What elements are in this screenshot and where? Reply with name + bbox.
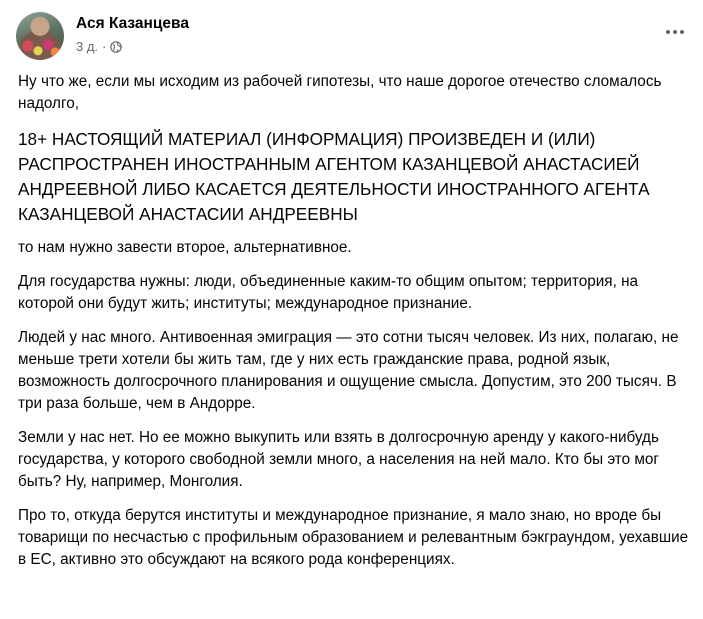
more-dot — [673, 30, 677, 34]
author-name[interactable]: Ася Казанцева — [76, 15, 189, 32]
more-dot — [666, 30, 670, 34]
more-horizontal-icon[interactable] — [663, 26, 687, 38]
post-paragraph: Людей у нас много. Антивоенная эмиграция — это сотни тысяч человек. Из них, полагаю, не меньше трети хотели бы жить там, где у них есть гражданские права, родной язык, возможность долгосрочного планирования и ощущение смысла. Допустим, это 200 тысяч. В три раза больше, чем в Андорре. — [18, 329, 679, 412]
post-paragraph: Земли у нас нет. Но ее можно выкупить или взять в долгосрочную аренду у какого-нибудь государства, у которого свободной земли много, а населения на ней мало. Кто бы это мог быть? Ну, например, Монголия. — [18, 429, 659, 490]
meta-separator: · — [102, 39, 107, 54]
globe-icon[interactable] — [110, 41, 122, 53]
post-paragraph: то нам нужно завести второе, альтернативное. — [18, 239, 352, 256]
post-header — [16, 12, 687, 62]
more-dot — [680, 30, 684, 34]
foreign-agent-disclaimer: 18+ НАСТОЯЩИЙ МАТЕРИАЛ (ИНФОРМАЦИЯ) ПРОИЗВЕДЕН И (ИЛИ) РАСПРОСТРАНЕН ИНОСТРАННЫМ АГЕНТОМ КАЗАНЦЕВОЙ АНАСТАСИЕЙ АНДРЕЕВНОЙ ЛИБО КАСАЕТСЯ ДЕЯТЕЛЬНОСТИ ИНОСТРАННОГО АГЕНТА КАЗАНЦЕВОЙ АНАСТАСИИ АНДРЕЕВНЫ — [18, 129, 650, 224]
post-paragraph: Ну что же, если мы исходим из рабочей гипотезы, что наше дорогое отечество сломалось надолго, — [18, 73, 662, 112]
post-paragraph: Про то, откуда берутся институты и международное признание, я мало знаю, но вроде бы товарищи по несчастью с профильным образованием и релевантным бэкграундом, уехавшие в ЕС, активно это обсуждают на всякого рода конференциях. — [18, 507, 689, 568]
avatar-photo — [20, 34, 60, 58]
avatar[interactable] — [16, 12, 64, 60]
post-meta — [76, 39, 122, 54]
post-paragraph: Для государства нужны: люди, объединенные каким-то общим опытом; территория, на которой они будут жить; институты; международное признание. — [18, 273, 639, 312]
post-time[interactable]: 3 д. — [76, 39, 99, 54]
post-body — [18, 71, 690, 583]
